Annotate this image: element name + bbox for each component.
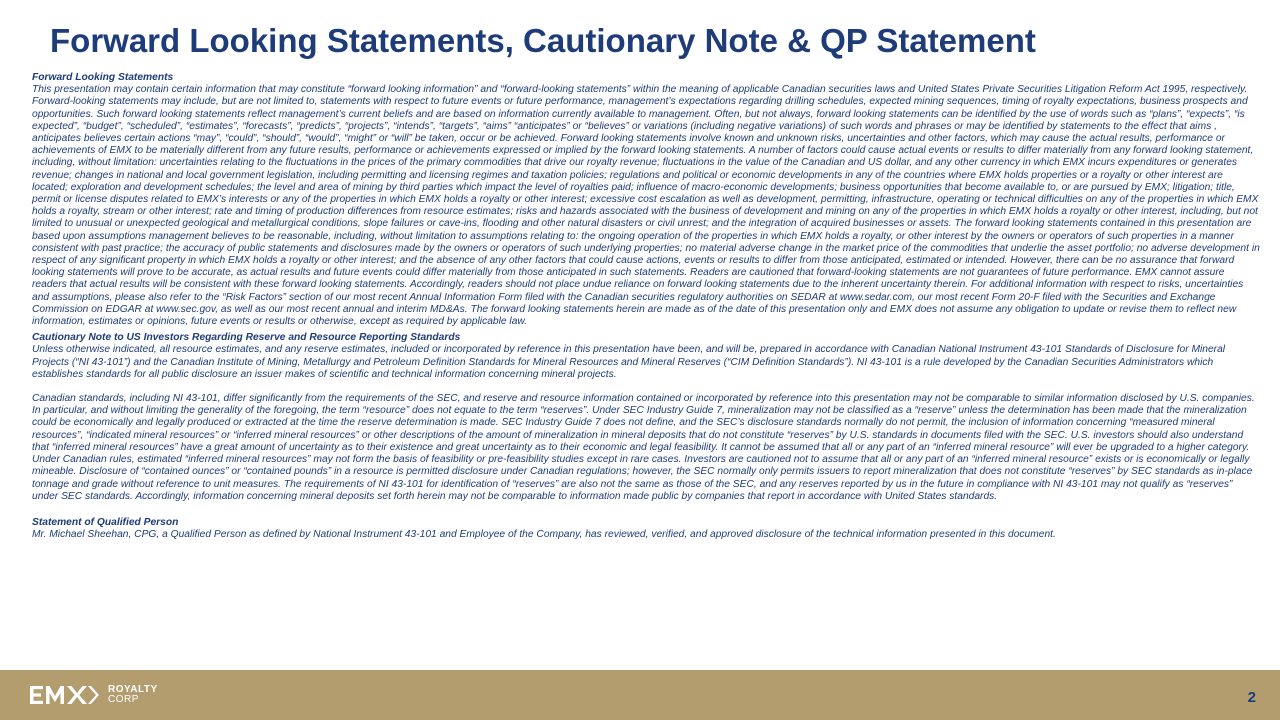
emx-logo (30, 684, 158, 706)
cautionary-note-body-1: Unless otherwise indicated, all resource estimates, and any reserve estimates, included or incorporated by reference in this presentation have been, and will be, prepared in accordance with Canadian National Instrument 43-101 Standards of Disclosure for Mineral Projects (“NI 43-101”) and the Canadian Institute of Mining, Metallurgy and Petroleum Definition Standards for Mineral Resources and Mineral Reserves (“CIM Definition Standards”). NI 43-101 is a rule developed by the Canadian Securities Administrators which establishes standards for all public disclosure an issuer makes of scientific and technical information concerning mineral projects. (32, 344, 1226, 380)
logo-royalty-text: ROYALTY (108, 684, 158, 695)
forward-looking-heading: Forward Looking Statements (32, 72, 174, 83)
qualified-person-heading: Statement of Qualified Person (32, 516, 179, 528)
page-number: 2 (1247, 689, 1256, 706)
logo-wordmark (108, 685, 158, 705)
logo-corp-text: CORP (108, 694, 139, 705)
qualified-person-body: Mr. Michael Sheehan, CPG, a Qualified Person as defined by National Instrument 43-101 and Employee of the Company, has reviewed, verified, and approved disclosure of the technical information presented in this document. (32, 529, 1056, 541)
disclaimer-content (32, 72, 1260, 541)
emx-logo-mark (30, 684, 102, 706)
cautionary-note-heading: Cautionary Note to US Investors Regarding Reserve and Resource Reporting Standards (32, 332, 461, 344)
cautionary-note-body-2: Canadian standards, including NI 43-101, differ significantly from the requirements of the SEC, and reserve and resource information contained or incorporated by reference into this presentation may not be comparable to similar information disclosed by U.S. companies. In particular, and without limiting the generality of the foregoing, the term “resource” does not equate to the term “reserves”. Under SEC Industry Guide 7, mineralization may not be classified as a “reserve” unless the determination has been made that the mineralization could be economically and legally produced or extracted at the time the reserve determination is made. SEC Industry Guide 7 does not define, and the SEC’s disclosure standards normally do not permit, the inclusion of information concerning “measured mineral resources”, “indicated mineral resources” or “inferred mineral resources” or other descriptions of the amount of mineralization in mineral deposits that do not constitute “reserves” by U.S. standards in documents filed with the SEC. U.S. investors should also understand that “inferred mineral resources” have a great amount of uncertainty as to their existence and great uncertainty as to their economic and legal feasibility. It cannot be assumed that all or any part of an “inferred mineral resource” will ever be upgraded to a higher category. Under Canadian rules, estimated “inferred mineral resources” may not form the basis of feasibility or pre-feasibility studies except in rare cases. Investors are cautioned not to assume that all or any part of an “inferred mineral resource” exists or is economically or legally mineable. Disclosure of “contained ounces” or “contained pounds” in a resource is permitted disclosure under Canadian regulations; however, the SEC normally only permits issuers to report mineralization that does not constitute “reserves” by SEC standards as in-place tonnage and grade without reference to unit measures. The requirements of NI 43-101 for identification of “reserves” are also not the same as those of the SEC, and any reserves reported by us in the future in compliance with NI 43-101 may not qualify as “reserves” under SEC standards. Accordingly, information concerning mineral deposits set forth herein may not be comparable to information made public by companies that report in accordance with United States standards. (32, 393, 1255, 502)
footer-bar (0, 670, 1280, 720)
page-title: Forward Looking Statements, Cautionary Note & QP Statement (50, 22, 1036, 59)
forward-looking-body: This presentation may contain certain information that may constitute “forward looking information” and “forward-looking statements” within the meaning of applicable Canadian securities laws and United States Private Securities Litigation Reform Act 1995, respectively. Forward-looking statements may include, but are not limited to, statements with respect to future events or future performance, management’s expectations regarding drilling schedules, expected mining sequences, timing of royalty expectations, business prospects and opportunities. Such forward looking statements reflect management’s current beliefs and are based on information currently available to management. Often, but not always, forward looking statements can be identified by the use of words such as “plans”, “expects”, “is expected”, “budget”, “scheduled”, “estimates”, “forecasts”, “predicts”, “projects”, “intends”, “targets”, “aims” “anticipates” or “believes” or variations (including negative variations) of such words and phrases or may be identified by statements to the effect that aims , anticipates believes certain actions “may”, “could”, “should”, “would”, “might” or “will” be taken, occur or be achieved. Forward looking statements involve known and unknown risks, uncertainties and other factors, which may cause the actual results, performance or achievements of EMX to be materially different from any future results, performance or achievements expressed or implied by the forward looking statements. A number of factors could cause actual events or results to differ materially from any forward looking statement, including, without limitation: uncertainties relating to the fluctuations in the prices of the primary commodities that drive our royalty revenue; fluctuations in the value of the Canadian and US dollar, and any other currency in which EMX incurs expenditures or generates revenue; changes in national and local government legislation, including permitting and licensing regimes and taxation policies; regulations and political or economic developments in any of the countries where EMX holds properties or a royalty or other interest are located; exploration and development schedules; the level and area of mining by third parties which impact the level of royalties paid; influence of macro-economic developments; business opportunities that become available to, or are pursued by EMX; litigation; title, permit or license disputes related to EMX’s interests or any of the properties in which EMX holds a royalty or other interest; excessive cost escalation as well as development, permitting, infrastructure, operating or technical difficulties on any of the properties in which EMX holds a royalty, stream or other interest; rate and timing of production differences from resource estimates; risks and hazards associated with the business of development and mining on any of the properties in which EMX holds a royalty or other interest, including, but not limited to unusual or unexpected geological and metallurgical conditions, slope failures or cave-ins, flooding and other natural disasters or civil unrest; and the integration of acquired businesses or assets. The forward looking statements contained in this presentation are based upon assumptions management believes to be reasonable, including, without limitation to assumptions relating to: the ongoing operation of the properties in which EMX holds a royalty, or other interest by the owners or operators of such properties in a manner consistent with past practice; the accuracy of public statements and disclosures made by the owners or operators of such underlying properties; no material adverse change in the market price of the commodities that underlie the asset portfolio; no adverse development in respect of any significant property in which EMX holds a royalty or other interest; and the absence of any other factors that could cause actions, events or results to differ from those anticipated, estimated or intended. However, there can be no assurance that forward looking statements will prove to be accurate, as actual results and future events could differ materially from those anticipated in such statements. Readers are cautioned that forward-looking statements are not guarantees of future performance. EMX cannot assure readers that actual results will be consistent with these forward looking statements. Accordingly, readers should not place undue reliance on forward looking statements due to the inherent uncertainty therein. For additional information with respect to risks, uncertainties and assumptions, please also refer to the “Risk Factors” section of our most recent Annual Information Form filed with the Canadian securities regulatory authorities on SEDAR at www.sedar.com, our most recent Form 20-F filed with the Securities and Exchange Commission on EDGAR at www.sec.gov, as well as our most recent annual and interim MD&As. The forward looking statements herein are made as of the date of this presentation only and EMX does not assume any obligation to update or revise them to reflect new information, estimates or opinions, future events or results or otherwise, except as required by applicable law. (32, 84, 1260, 328)
